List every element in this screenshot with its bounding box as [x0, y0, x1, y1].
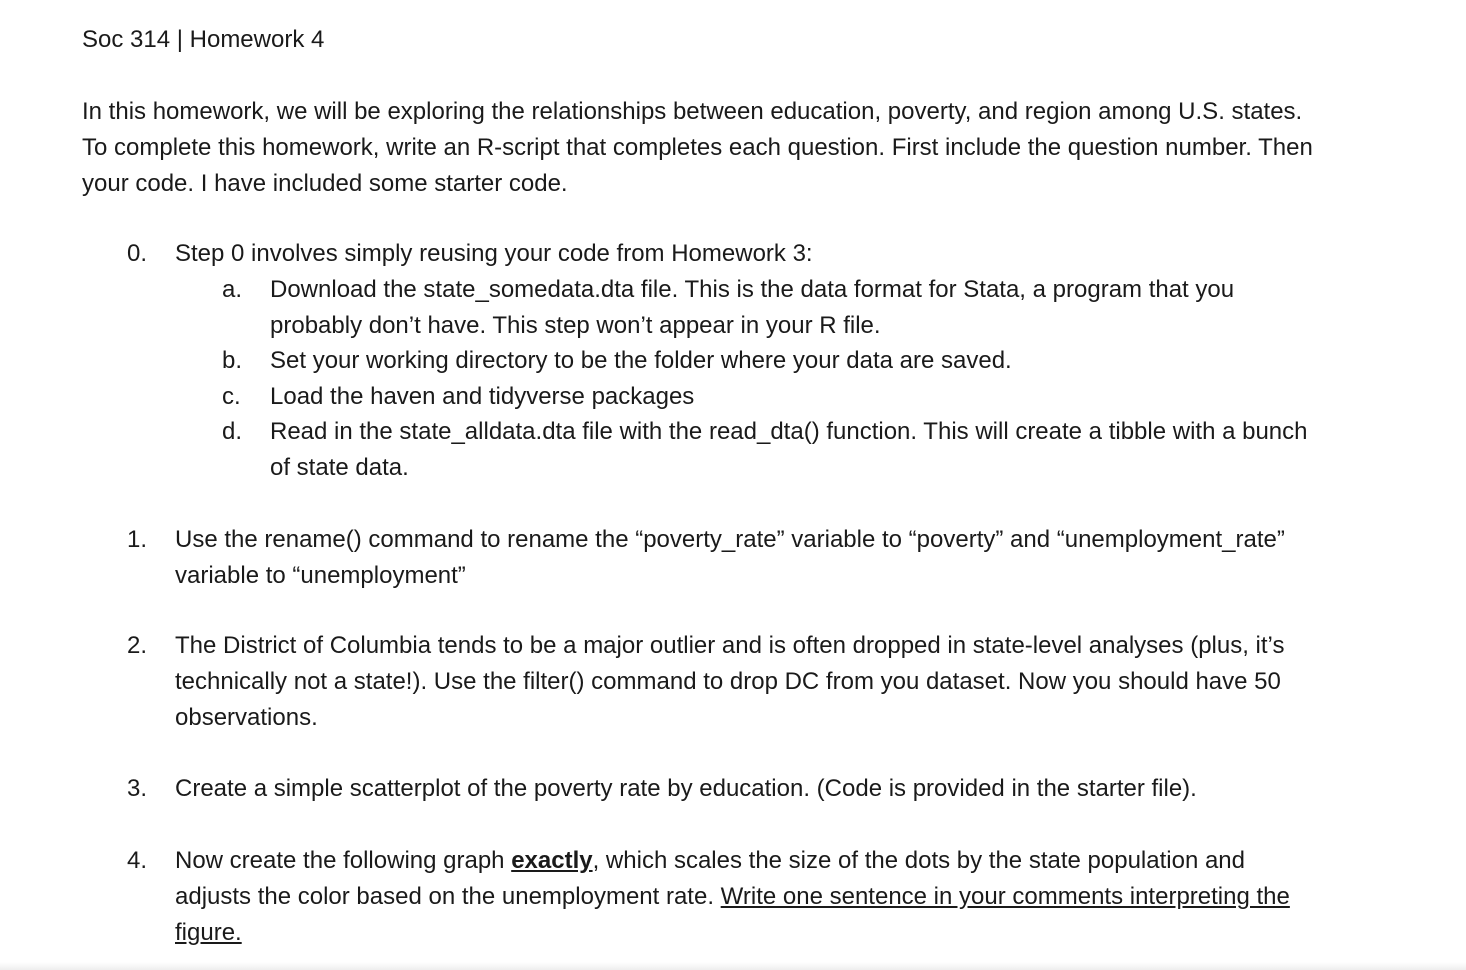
question-text-middle: , which scales the size of the dots by the state population and adjusts the color based on the unemployment rate. — [175, 847, 1245, 910]
question-number: 4. — [127, 847, 148, 874]
question-text-start: Now create the following graph — [175, 847, 512, 874]
question-text: The District of Columbia tends to be a major outlier and is often dropped in state-level analyses (plus, it’s technically not a state!). Use the filter() command to drop DC from you dataset. Now you should have 50 observations. — [175, 632, 1285, 731]
emphasis-exactly: exactly — [511, 847, 593, 874]
subitem-letter: d. — [222, 418, 243, 445]
subitem-text: Download the state_somedata.dta file. This is the data format for Stata, a program that you probably don’t have. This step won’t appear in your R file. — [270, 276, 1235, 339]
subitem-text: Read in the state_alldata.dta file with the read_dta() function. This will create a tibble with a bunch of state data. — [270, 418, 1308, 481]
subitem-letter: b. — [222, 347, 243, 374]
document-title: Soc 314 | Homework 4 — [82, 26, 325, 53]
question-text — [175, 843, 1325, 951]
page-bottom-edge — [0, 962, 1466, 970]
question-number: 3. — [127, 775, 148, 802]
subitem-text: Load the haven and tidyverse packages — [270, 383, 695, 410]
question-text: Create a simple scatterplot of the poverty rate by education. (Code is provided in the starter file). — [175, 775, 1197, 802]
question-number: 1. — [127, 526, 148, 553]
subitem-letter: a. — [222, 276, 243, 303]
question-number: 2. — [127, 632, 148, 659]
underlined-instruction: Write one sentence in your comments interpreting the figure. — [175, 883, 1290, 946]
intro-paragraph: In this homework, we will be exploring the relationships between education, poverty, and region among U.S. states. To complete this homework, write an R-script that completes each question. First include the question number. Then your code. I have included some starter code. — [82, 98, 1313, 197]
subitem-text: Set your working directory to be the folder where your data are saved. — [270, 347, 1012, 374]
subitem-letter: c. — [222, 383, 241, 410]
question-number: 0. — [127, 240, 148, 267]
question-text: Step 0 involves simply reusing your code from Homework 3: — [175, 240, 813, 267]
question-text: Use the rename() command to rename the “poverty_rate” variable to “poverty” and “unemployment_rate” variable to “unemployment” — [175, 526, 1285, 589]
